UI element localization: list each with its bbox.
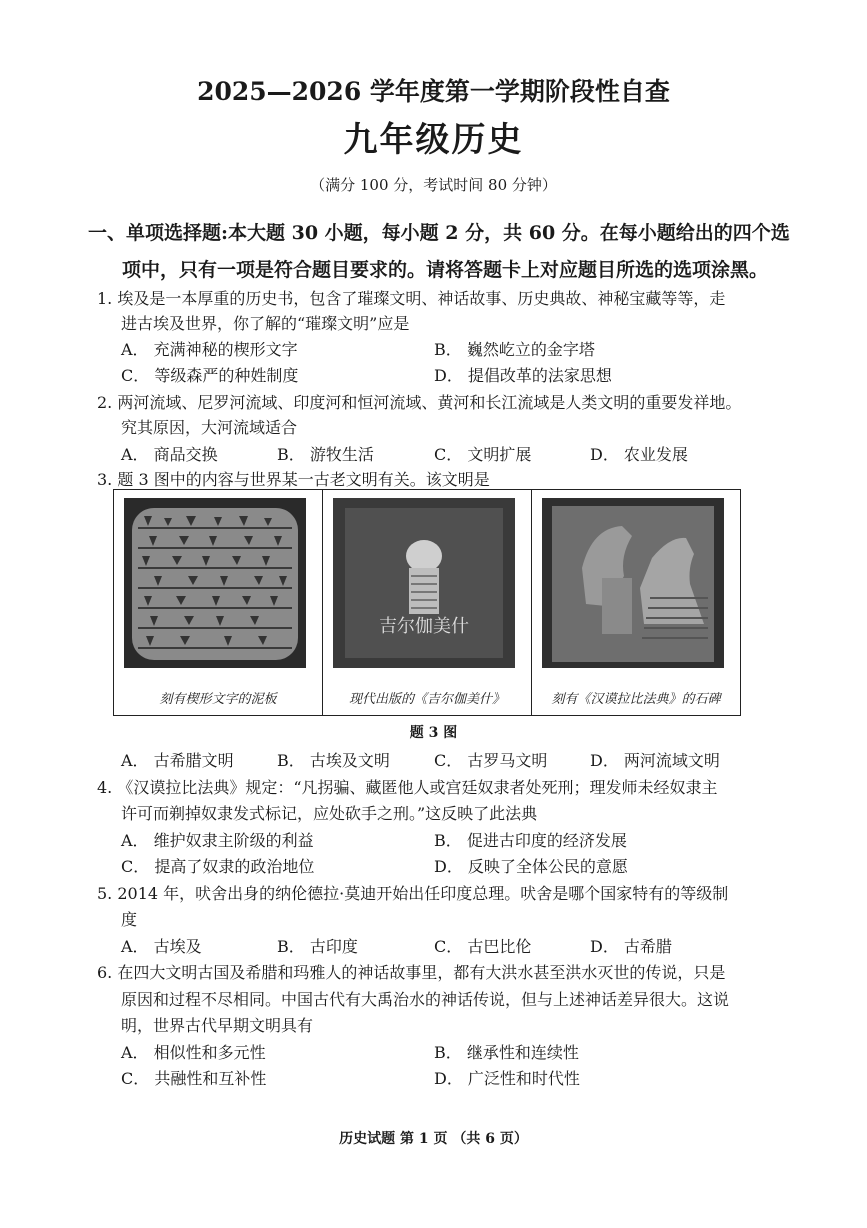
section-heading-line2: 项中，只有一项是符合题目要求的。请将答题卡上对应题目所选的选项涂黑。 — [122, 259, 769, 281]
figure-panel-gilgamesh-book — [323, 490, 532, 715]
q4-option-c: C． 提高了奴隶的政治地位 — [121, 857, 315, 876]
q2-stem-line2: 究其原因，大河流域适合 — [121, 418, 298, 437]
q1-option-a: A． 充满神秘的楔形文字 — [121, 340, 298, 359]
q1-option-b: B． 巍然屹立的金字塔 — [434, 340, 595, 359]
q1-stem-line2: 进古埃及世界，你了解的“璀璨文明”应是 — [121, 314, 410, 333]
q4-stem-line1: 4. 《汉谟拉比法典》规定：“凡拐骗、藏匿他人或宫廷奴隶者处死刑；理发师未经奴隶主 — [97, 778, 718, 797]
q3-option-c: C． 古罗马文明 — [434, 751, 548, 770]
q5-stem-line2: 度 — [121, 910, 138, 929]
q2-stem-line1: 2. 两河流域、尼罗河流域、印度河和恒河流域、黄河和长江流域是人类文明的重要发祥地。 — [97, 393, 742, 412]
q1-stem-line1: 1. 埃及是一本厚重的历史书，包含了璀璨文明、神话故事、历史典故、神秘宝藏等等，走 — [97, 289, 726, 308]
q2-option-d: D． 农业发展 — [590, 445, 688, 464]
exam-title: 2025—2026 学年度第一学期阶段性自查 — [197, 77, 670, 106]
q4-option-a: A． 维护奴隶主阶级的利益 — [121, 831, 314, 850]
q3-stem: 3. 题 3 图中的内容与世界某一古老文明有关。该文明是 — [97, 470, 490, 489]
q5-stem-line1: 5. 2014 年，吠舍出身的纳伦德拉·莫迪开始出任印度总理。吠舍是哪个国家特有的等级制 — [97, 884, 729, 903]
q2-option-b: B． 游牧生活 — [277, 445, 374, 464]
q6-option-a: A． 相似性和多元性 — [121, 1043, 266, 1062]
q5-option-d: D． 古希腊 — [590, 937, 672, 956]
figure-caption: 题 3 图 — [409, 725, 458, 741]
q3-option-b: B． 古埃及文明 — [277, 751, 390, 770]
q5-option-a: A． 古埃及 — [121, 937, 202, 956]
q5-option-c: C． 古巴比伦 — [434, 937, 532, 956]
section-heading-line1: 一、单项选择题:本大题 30 小题，每小题 2 分，共 60 分。在每小题给出的四个选 — [88, 222, 790, 244]
hammurabi-stele-image — [542, 498, 724, 668]
exam-note: （满分 100 分，考试时间 80 分钟） — [310, 176, 557, 194]
caption-gilgamesh: 现代出版的《吉尔伽美什》 — [348, 692, 505, 707]
q3-figure — [113, 489, 741, 716]
figure-panel-hammurabi-stele — [532, 490, 740, 715]
page-footer: 历史试题 第 1 页 （共 6 页） — [339, 1131, 528, 1147]
clay-tablet-image — [124, 498, 306, 668]
q6-stem-line3: 明，世界古代早期文明具有 — [121, 1016, 314, 1035]
q4-option-b: B． 促进古印度的经济发展 — [434, 831, 627, 850]
gilgamesh-book-image — [333, 498, 515, 668]
q6-option-b: B． 继承性和连续性 — [434, 1043, 579, 1062]
caption-hammurabi: 刻有《汉谟拉比法典》的石碑 — [551, 692, 721, 707]
subject-title: 九年级历史 — [343, 120, 524, 160]
caption-clay-tablet: 刻有楔形文字的泥板 — [159, 692, 277, 707]
q3-option-d: D． 两河流域文明 — [590, 751, 720, 770]
q4-option-d: D． 反映了全体公民的意愿 — [434, 857, 628, 876]
q6-option-c: C． 共融性和互补性 — [121, 1069, 267, 1088]
q6-stem-line2: 原因和过程不尽相同。中国古代有大禹治水的神话传说，但与上述神话差异很大。这说 — [121, 990, 730, 1009]
q1-option-c: C． 等级森严的种姓制度 — [121, 366, 299, 385]
q4-stem-line2: 许可而剃掉奴隶发式标记，应处砍手之刑。”这反映了此法典 — [121, 804, 538, 823]
q2-option-a: A． 商品交换 — [121, 445, 218, 464]
q5-option-b: B． 古印度 — [277, 937, 358, 956]
book-cover-title: 吉尔伽美什 — [379, 616, 469, 637]
q6-stem-line1: 6. 在四大文明古国及希腊和玛雅人的神话故事里，都有大洪水甚至洪水灭世的传说，只是 — [97, 963, 726, 982]
q2-option-c: C． 文明扩展 — [434, 445, 532, 464]
figure-panel-clay-tablet — [114, 490, 323, 715]
q6-option-d: D． 广泛性和时代性 — [434, 1069, 580, 1088]
q1-option-d: D． 提倡改革的法家思想 — [434, 366, 612, 385]
q3-option-a: A． 古希腊文明 — [121, 751, 234, 770]
